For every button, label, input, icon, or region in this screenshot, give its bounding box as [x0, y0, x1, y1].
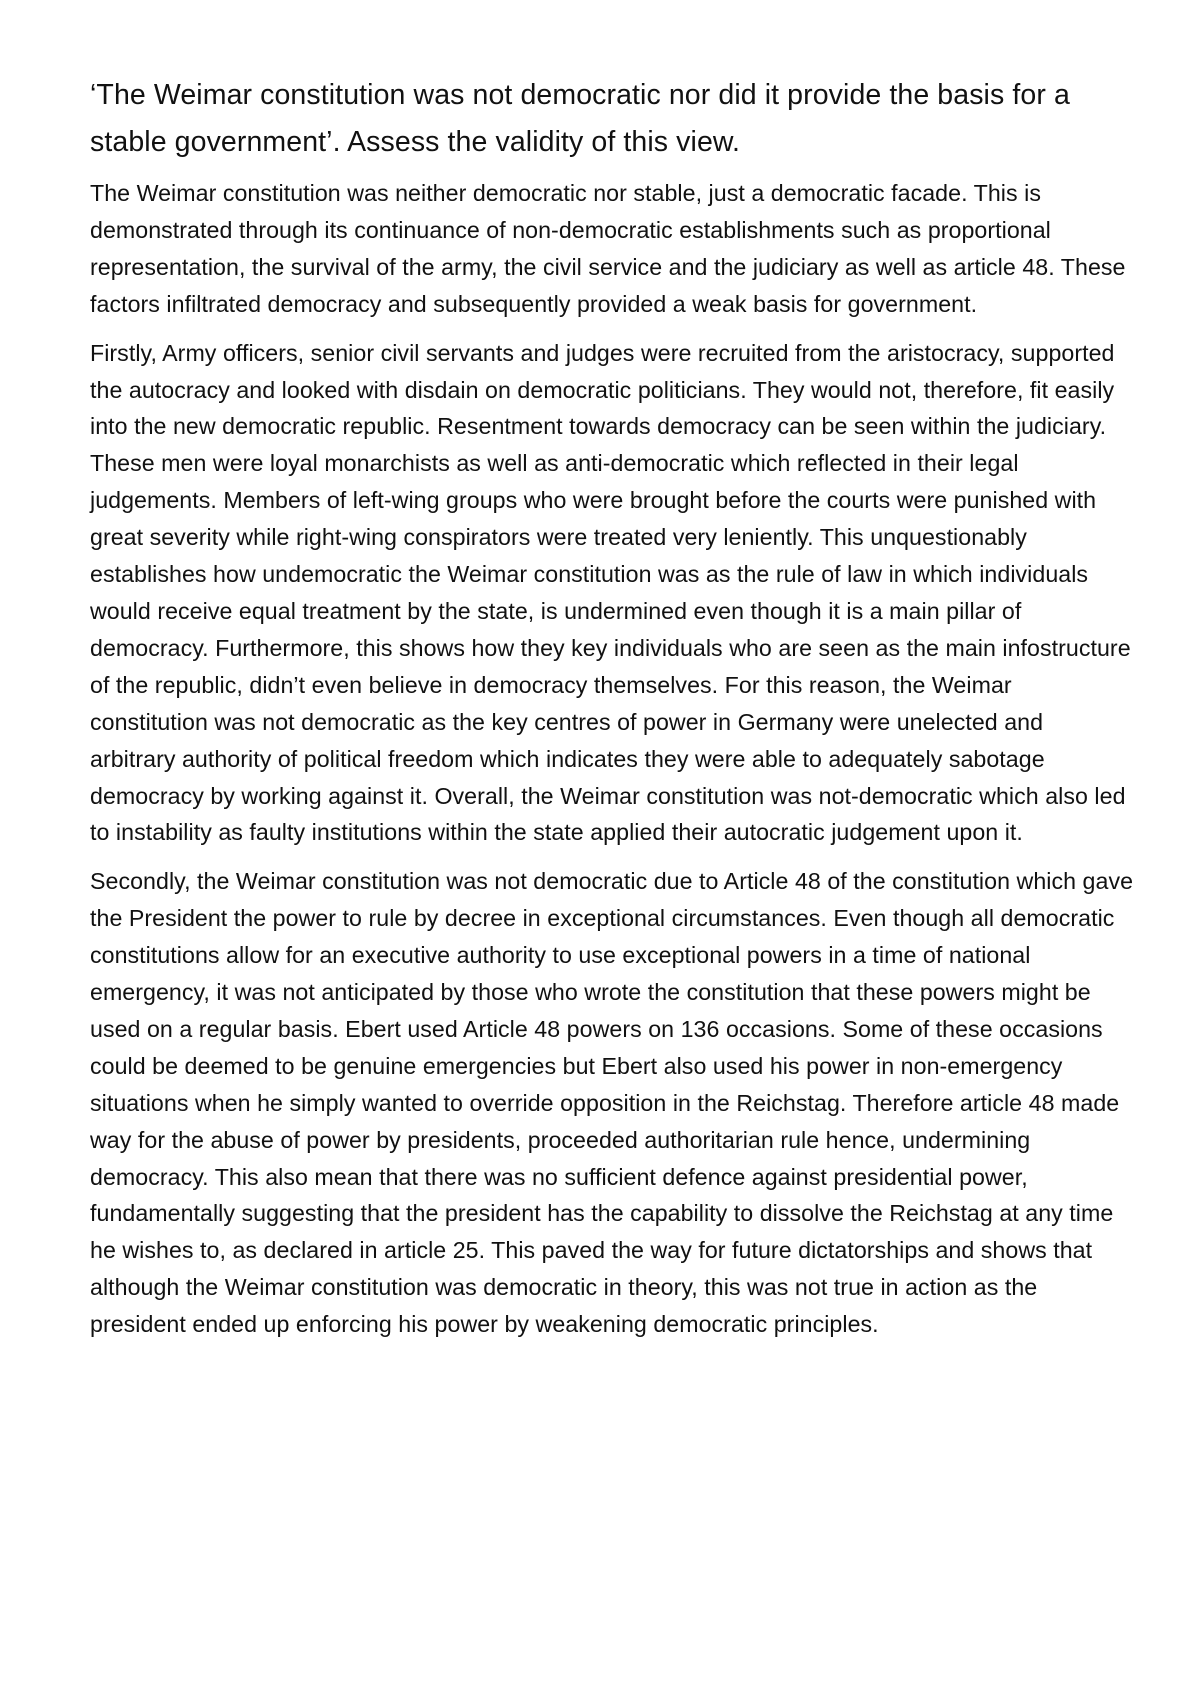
paragraph-introduction: The Weimar constitution was neither democratic nor stable, just a democratic facade. This is demonstrated through its continuance of non-democratic establishments such as proportional representation, the survival of the army, the civil service and the judiciary as well as article 48. These factors infiltrated democracy and subsequently provided a weak basis for government. [90, 180, 1126, 317]
paragraph-secondly: Secondly, the Weimar constitution was not democratic due to Article 48 of the constitution which gave the President the power to rule by decree in exceptional circumstances. Even though all democratic constitutions allow for an executive authority to use exceptional powers in a time of national emergency, it was not anticipated by those who wrote the constitution that these powers might be used on a regular basis. Ebert used Article 48 powers on 136 occasions. Some of these occasions could be deemed to be genuine emergencies but Ebert also used his power in non-emergency situations when he simply wanted to override opposition in the Reichstag. Therefore article 48 made way for the abuse of power by presidents, proceeded authoritarian rule hence, undermining democracy. This also mean that there was no sufficient defence against presidential power, fundamentally suggesting that the president has the capability to dissolve the Reichstag at any time he wishes to, as declared in article 25. This paved the way for future dictatorships and shows that although the Weimar constitution was democratic in theory, this was not true in action as the president ended up enforcing his power by weakening democratic principles. [90, 868, 1134, 1338]
paragraph-firstly: Firstly, Army officers, senior civil servants and judges were recruited from the aristocracy, supported the autocracy and looked with disdain on democratic politicians. They would not, therefore, fit easily into the new democratic republic. Resentment towards democracy can be seen within the judiciary. These men were loyal monarchists as well as anti-democratic which reflected in their legal judgements. Members of left-wing groups who were brought before the courts were punished with great severity while right-wing conspirators were treated very leniently. This unquestionably establishes how undemocratic the Weimar constitution was as the rule of law in which individuals would receive equal treatment by the state, is undermined even though it is a main pillar of democracy. Furthermore, this shows how they key individuals who are seen as the main infostructure of the republic, didn’t even believe in democracy themselves. For this reason, the Weimar constitution was not democratic as the key centres of power in Germany were unelected and arbitrary authority of political freedom which indicates they were able to adequately sabotage democracy by working against it. Overall, the Weimar constitution was not-democratic which also led to instability as faulty institutions within the state applied their autocratic judgement upon it. [90, 339, 1131, 846]
essay-question: ‘The Weimar constitution was not democratic nor did it provide the basis for a stable government’. Assess the validity of this view. [90, 79, 1070, 158]
document-page [90, 72, 1135, 1355]
